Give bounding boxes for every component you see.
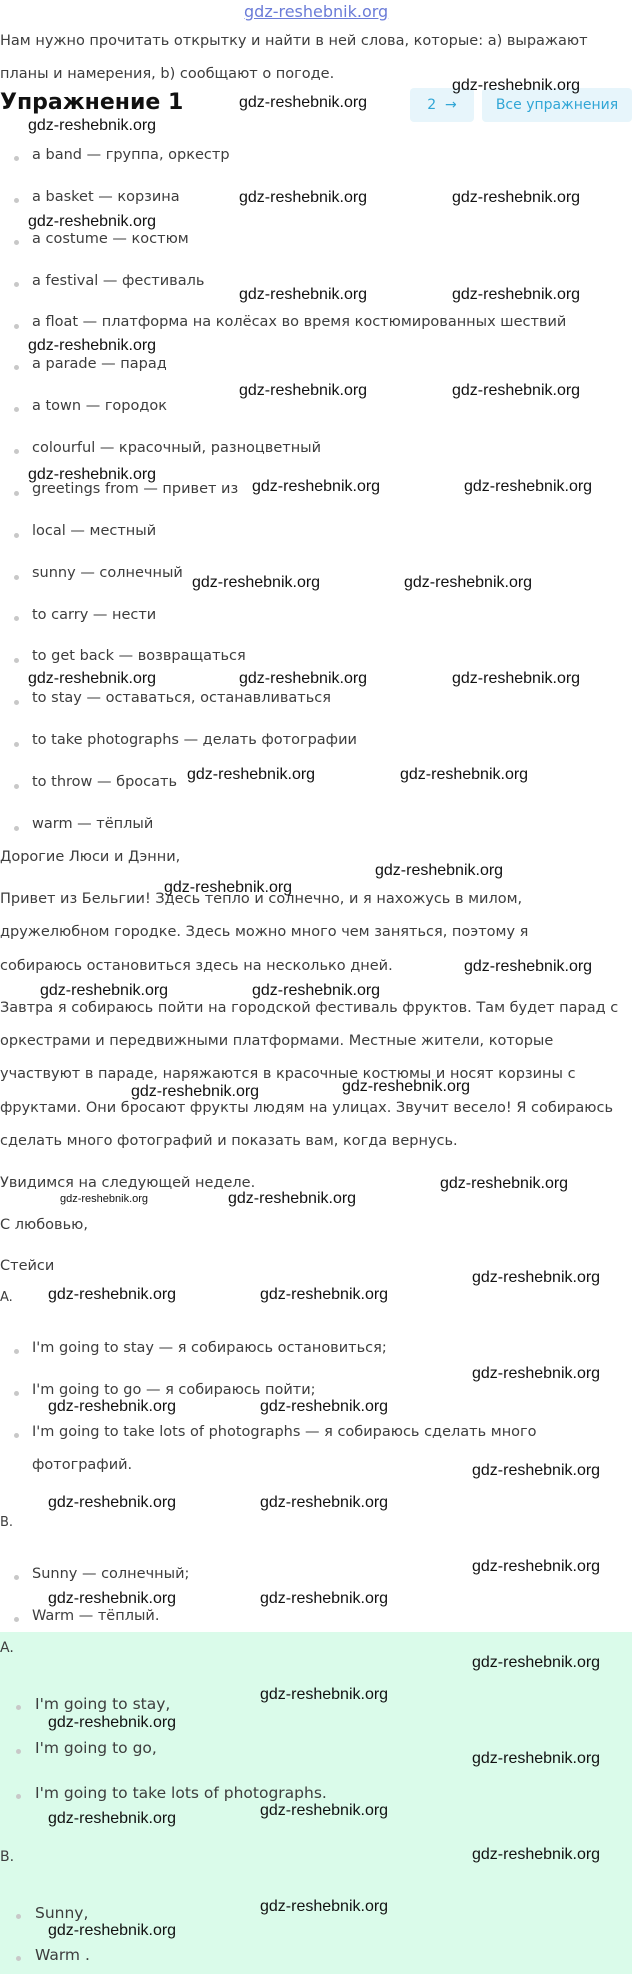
watermark: gdz-reshebnik.org [187, 766, 316, 783]
bullet-icon [14, 784, 19, 789]
letter-line: оркестрами и передвижными платформами. Местные жители, которые [0, 1033, 554, 1049]
answer-b-label: B. [0, 1849, 15, 1865]
list-item: a band — группа, оркестр [32, 147, 230, 163]
bullet-icon [14, 156, 19, 161]
watermark: gdz-reshebnik.org [239, 670, 368, 687]
bullet-icon [14, 575, 19, 580]
list-item: Sunny — солнечный; [32, 1566, 190, 1582]
watermark: gdz-reshebnik.org [260, 1686, 389, 1703]
intro-line-2: планы и намерения, b) сообщают о погоде. [0, 66, 335, 82]
watermark: gdz-reshebnik.org [260, 1398, 389, 1415]
bullet-icon [14, 240, 19, 245]
watermark: gdz-reshebnik.org [260, 1590, 389, 1607]
watermark: gdz-reshebnik.org [452, 670, 581, 687]
bullet-icon [14, 700, 19, 705]
bullet-icon [14, 616, 19, 621]
list-item: I'm going to take lots of photographs — я собираюсь сделать много [32, 1424, 537, 1440]
bullet-icon [14, 742, 19, 747]
list-item: to take photographs — делать фотографии [32, 732, 357, 748]
bullet-icon [16, 1914, 21, 1919]
watermark: gdz-reshebnik.org [228, 1190, 357, 1207]
letter-line: дружелюбном городке. Здесь можно много чем заняться, поэтому я [0, 924, 529, 940]
bullet-icon [14, 1575, 19, 1580]
letter-line: фруктами. Они бросают фрукты людям на улицах. Звучит весело! Я собираюсь [0, 1100, 614, 1116]
exercise-title: Упражнение 1 [0, 90, 184, 115]
bullet-icon [14, 198, 19, 203]
bullet-icon [14, 449, 19, 454]
intro-line-1: Нам нужно прочитать открытку и найти в ней слова, которые: a) выражают [0, 33, 588, 49]
watermark: gdz-reshebnik.org [252, 982, 381, 999]
list-item: to carry — нести [32, 607, 157, 623]
watermark: gdz-reshebnik.org [260, 1898, 389, 1915]
watermark: gdz-reshebnik.org [375, 862, 504, 879]
list-item-continuation: фотографий. [32, 1457, 133, 1473]
watermark: gdz-reshebnik.org [48, 1922, 177, 1939]
bullet-icon [14, 826, 19, 831]
bullet-icon [16, 1749, 21, 1754]
answer-item: Warm . [35, 1946, 90, 1964]
list-item: colourful — красочный, разноцветный [32, 440, 322, 456]
list-item: sunny — солнечный [32, 565, 183, 581]
list-item: a town — городок [32, 398, 168, 414]
bullet-icon [14, 1391, 19, 1396]
list-item: a costume — костюм [32, 231, 189, 247]
watermark: gdz-reshebnik.org [239, 189, 368, 206]
watermark: gdz-reshebnik.org [48, 1398, 177, 1415]
watermark: gdz-reshebnik.org [239, 286, 368, 303]
watermark: gdz-reshebnik.org [48, 1810, 177, 1827]
watermark: gdz-reshebnik.org [28, 337, 157, 354]
answer-a-label: A. [0, 1640, 14, 1656]
watermark: gdz-reshebnik.org [452, 77, 581, 94]
part-a-label: A. [0, 1290, 13, 1305]
watermark: gdz-reshebnik.org [452, 382, 581, 399]
list-item: a parade — парад [32, 356, 167, 372]
letter-line: собираюсь остановиться здесь на несколько дней. [0, 958, 393, 974]
part-b-label: B. [0, 1515, 14, 1530]
bullet-icon [14, 1617, 19, 1622]
letter-line: участвуют в параде, наряжаются в красочные костюмы и носят корзины с [0, 1066, 576, 1082]
next-exercise-label: 2 [427, 97, 437, 113]
bullet-icon [14, 282, 19, 287]
watermark: gdz-reshebnik.org [464, 478, 593, 495]
letter-line: Стейси [0, 1258, 55, 1274]
bullet-icon [14, 1349, 19, 1354]
bullet-icon [16, 1794, 21, 1799]
watermark: gdz-reshebnik.org [342, 1078, 471, 1095]
watermark: gdz-reshebnik.org [464, 958, 593, 975]
list-item: I'm going to stay — я собираюсь остановиться; [32, 1340, 387, 1356]
watermark: gdz-reshebnik.org [404, 574, 533, 591]
list-item: a festival — фестиваль [32, 273, 205, 289]
watermark: gdz-reshebnik.org [472, 1462, 601, 1479]
watermark: gdz-reshebnik.org [472, 1269, 601, 1286]
watermark: gdz-reshebnik.org [28, 117, 157, 134]
list-item: greetings from — привет из [32, 481, 239, 497]
watermark: gdz-reshebnik.org [239, 94, 368, 111]
watermark: gdz-reshebnik.org [28, 213, 157, 230]
letter-line: Завтра я собираюсь пойти на городской фестиваль фруктов. Там будет парад с [0, 1000, 619, 1016]
list-item: to stay — оставаться, останавливаться [32, 690, 331, 706]
list-item: a basket — корзина [32, 189, 180, 205]
list-item: local — местный [32, 523, 157, 539]
watermark: gdz-reshebnik.org [60, 1193, 149, 1205]
bullet-icon [14, 1433, 19, 1438]
watermark: gdz-reshebnik.org [440, 1175, 569, 1192]
bullet-icon [16, 1956, 21, 1961]
letter-line: сделать много фотографий и показать вам, когда вернусь. [0, 1133, 458, 1149]
watermark: gdz-reshebnik.org [260, 1494, 389, 1511]
answer-item: I'm going to go, [35, 1739, 157, 1757]
bullet-icon [14, 658, 19, 663]
watermark: gdz-reshebnik.org [472, 1654, 601, 1671]
bullet-icon [14, 324, 19, 329]
bullet-icon [14, 407, 19, 412]
watermark: gdz-reshebnik.org [239, 382, 368, 399]
watermark: gdz-reshebnik.org [472, 1365, 601, 1382]
watermark: gdz-reshebnik.org [48, 1590, 177, 1607]
watermark: gdz-reshebnik.org [472, 1750, 601, 1767]
list-item: a float — платформа на колёсах во время костюмированных шествий [32, 314, 567, 330]
watermark: gdz-reshebnik.org [131, 1083, 260, 1100]
list-item: warm — тёплый [32, 816, 154, 832]
watermark: gdz-reshebnik.org [192, 574, 321, 591]
answer-item: I'm going to take lots of photographs. [35, 1784, 327, 1802]
all-exercises-button[interactable]: Все упражнения [482, 88, 632, 122]
watermark: gdz-reshebnik.org [40, 982, 169, 999]
watermark: gdz-reshebnik.org [472, 1558, 601, 1575]
watermark: gdz-reshebnik.org [252, 478, 381, 495]
watermark: gdz-reshebnik.org [28, 466, 157, 483]
watermark: gdz-reshebnik.org [400, 766, 529, 783]
watermark: gdz-reshebnik.org [28, 670, 157, 687]
letter-line: Дорогие Люси и Дэнни, [0, 849, 181, 865]
list-item: Warm — тёплый. [32, 1608, 160, 1624]
watermark: gdz-reshebnik.org [452, 286, 581, 303]
watermark: gdz-reshebnik.org [452, 189, 581, 206]
header-watermark[interactable]: gdz-reshebnik.org [244, 2, 389, 21]
bullet-icon [14, 365, 19, 370]
watermark: gdz-reshebnik.org [260, 1286, 389, 1303]
arrow-right-icon: → [440, 97, 457, 113]
bullet-icon [14, 533, 19, 538]
letter-line: С любовью, [0, 1217, 88, 1233]
watermark: gdz-reshebnik.org [164, 879, 293, 896]
watermark: gdz-reshebnik.org [48, 1714, 177, 1731]
list-item: to get back — возвращаться [32, 648, 246, 664]
letter-line: Привет из Бельгии! Здесь тепло и солнечно, и я нахожусь в милом, [0, 891, 523, 907]
bullet-icon [14, 491, 19, 496]
watermark: gdz-reshebnik.org [48, 1494, 177, 1511]
list-item: I'm going to go — я собираюсь пойти; [32, 1382, 316, 1398]
answer-item: I'm going to stay, [35, 1695, 171, 1713]
bullet-icon [16, 1705, 21, 1710]
answer-item: Sunny, [35, 1904, 89, 1922]
letter-line: Увидимся на следующей неделе. [0, 1175, 256, 1191]
watermark: gdz-reshebnik.org [48, 1286, 177, 1303]
watermark: gdz-reshebnik.org [260, 1802, 389, 1819]
list-item: to throw — бросать [32, 774, 177, 790]
watermark: gdz-reshebnik.org [472, 1846, 601, 1863]
